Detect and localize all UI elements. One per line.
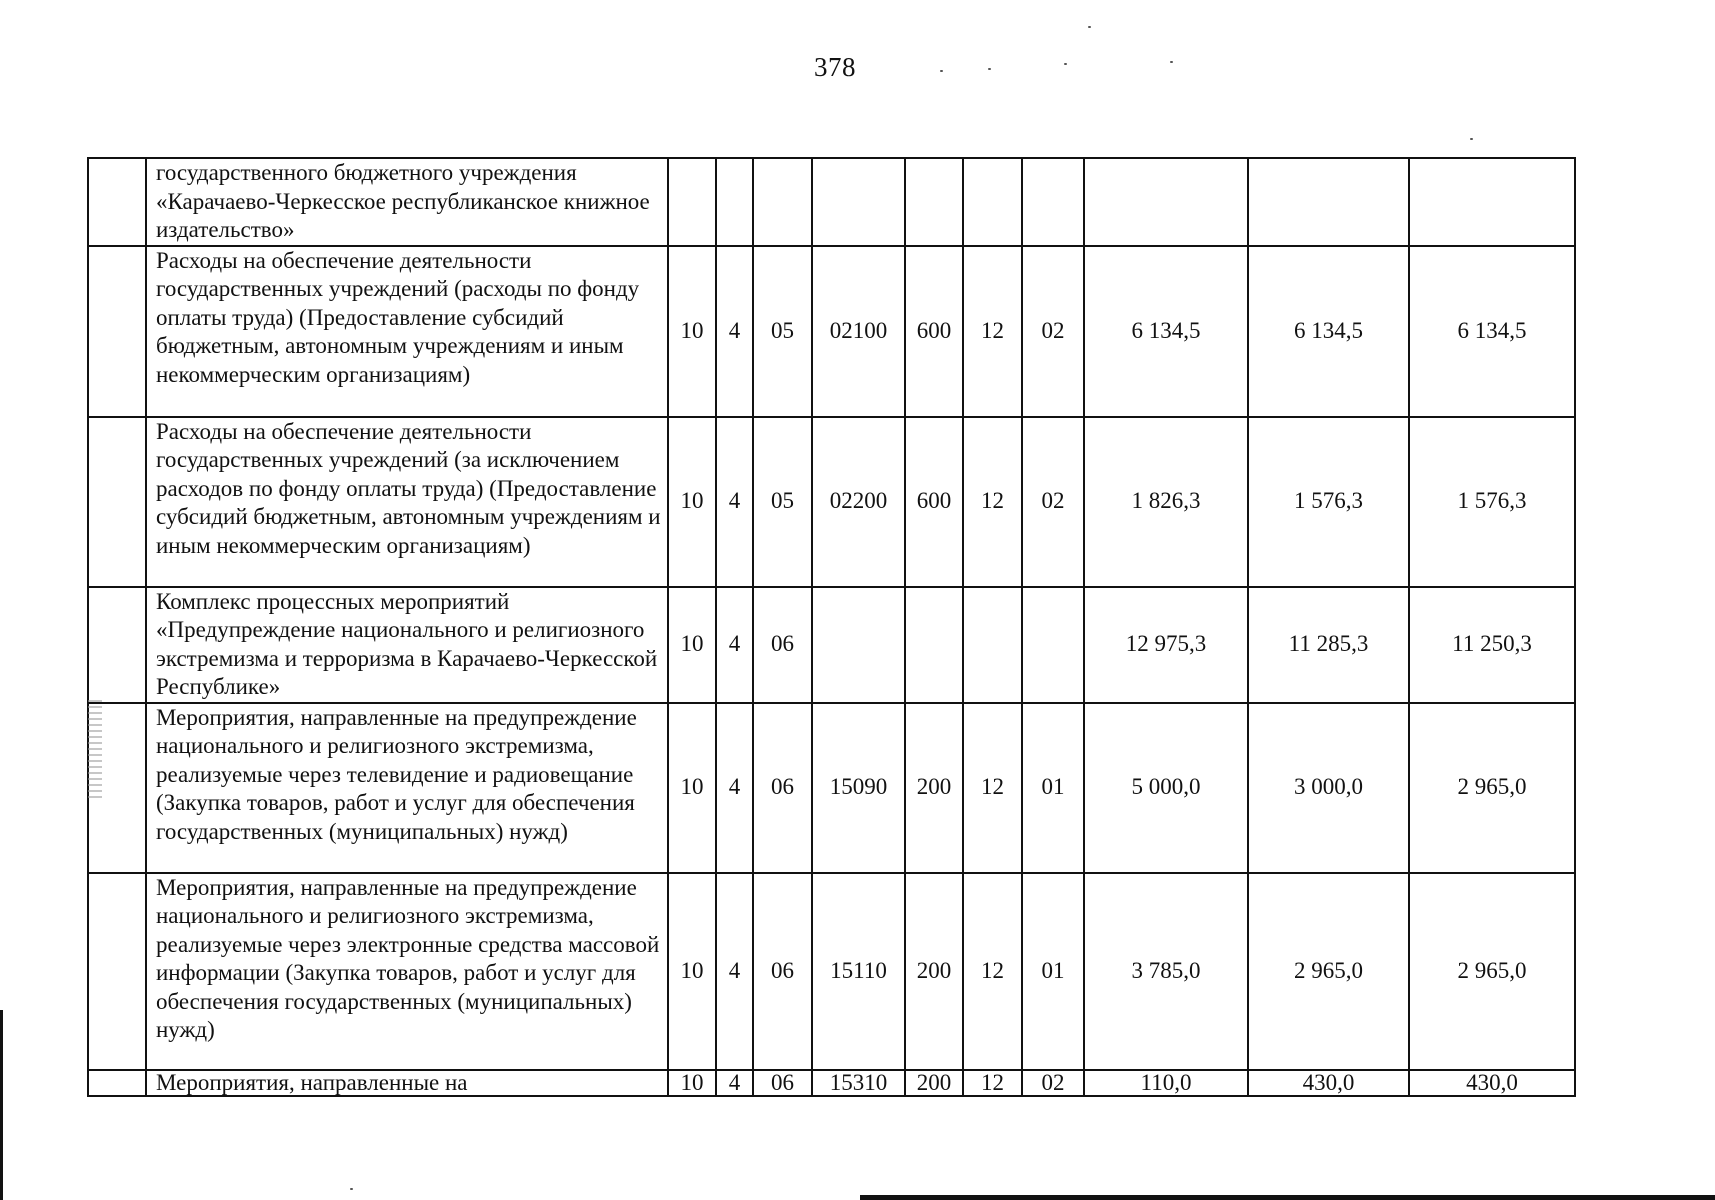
code-cell: 4 xyxy=(716,873,753,1070)
row-number-cell xyxy=(88,587,146,703)
code-cell: 02 xyxy=(1022,1070,1084,1096)
code-cell: 01 xyxy=(1022,873,1084,1070)
description-cell: Расходы на обеспечение деятельности государственных учреждений (за исключением расходов по фонду оплаты труда) (Предоставление субсидий бюджетным, автономным учреждениям и иным некоммерческим организациям) xyxy=(146,417,668,587)
scan-speck xyxy=(1064,63,1067,65)
amount-cell: 5 000,0 xyxy=(1084,703,1248,873)
code-cell: 10 xyxy=(668,873,716,1070)
description-cell: государственного бюджетного учреждения «Карачаево-Черкесское республиканское книжное издательство» xyxy=(146,158,668,246)
code-cell: 05 xyxy=(753,246,812,417)
code-cell xyxy=(753,158,812,246)
code-cell: 01 xyxy=(1022,703,1084,873)
table-row xyxy=(88,158,1575,246)
code-cell: 10 xyxy=(668,417,716,587)
code-cell: 12 xyxy=(963,246,1022,417)
amount-cell: 6 134,5 xyxy=(1084,246,1248,417)
table-row xyxy=(88,873,1575,1070)
code-cell: 12 xyxy=(963,873,1022,1070)
code-cell: 10 xyxy=(668,587,716,703)
code-cell: 600 xyxy=(905,246,963,417)
code-cell: 4 xyxy=(716,1070,753,1096)
amount-cell: 430,0 xyxy=(1409,1070,1575,1096)
row-number-cell xyxy=(88,158,146,246)
table-row xyxy=(88,1070,1575,1096)
table-row xyxy=(88,587,1575,703)
code-cell: 02200 xyxy=(812,417,905,587)
code-cell xyxy=(812,587,905,703)
table-row xyxy=(88,703,1575,873)
code-cell: 4 xyxy=(716,246,753,417)
code-cell: 4 xyxy=(716,703,753,873)
amount-cell: 11 250,3 xyxy=(1409,587,1575,703)
code-cell xyxy=(812,158,905,246)
scan-speck xyxy=(1470,138,1473,140)
scan-border xyxy=(0,1010,3,1200)
code-cell: 05 xyxy=(753,417,812,587)
code-cell xyxy=(905,158,963,246)
amount-cell: 2 965,0 xyxy=(1409,873,1575,1070)
code-cell xyxy=(963,158,1022,246)
code-cell: 02 xyxy=(1022,417,1084,587)
code-cell: 12 xyxy=(963,1070,1022,1096)
code-cell: 600 xyxy=(905,417,963,587)
code-cell: 12 xyxy=(963,417,1022,587)
code-cell: 15110 xyxy=(812,873,905,1070)
amount-cell: 110,0 xyxy=(1084,1070,1248,1096)
description-cell: Мероприятия, направленные на xyxy=(146,1070,668,1096)
scan-speck xyxy=(940,70,943,72)
amount-cell: 1 826,3 xyxy=(1084,417,1248,587)
row-number-cell xyxy=(88,873,146,1070)
code-cell: 10 xyxy=(668,246,716,417)
amount-cell: 12 975,3 xyxy=(1084,587,1248,703)
amount-cell xyxy=(1084,158,1248,246)
amount-cell: 6 134,5 xyxy=(1409,246,1575,417)
code-cell: 06 xyxy=(753,587,812,703)
amount-cell: 2 965,0 xyxy=(1409,703,1575,873)
scan-speck xyxy=(1170,61,1173,63)
amount-cell: 11 285,3 xyxy=(1248,587,1409,703)
code-cell xyxy=(905,587,963,703)
code-cell: 02100 xyxy=(812,246,905,417)
code-cell xyxy=(1022,587,1084,703)
table-row xyxy=(88,246,1575,417)
code-cell: 06 xyxy=(753,1070,812,1096)
amount-cell: 2 965,0 xyxy=(1248,873,1409,1070)
code-cell: 200 xyxy=(905,703,963,873)
code-cell xyxy=(1022,158,1084,246)
amount-cell xyxy=(1248,158,1409,246)
budget-table xyxy=(87,157,1576,1097)
amount-cell xyxy=(1409,158,1575,246)
code-cell: 06 xyxy=(753,703,812,873)
description-cell: Мероприятия, направленные на предупреждение национального и религиозного экстремизма, реализуемые через телевидение и радиовещание (Закупка товаров, работ и услуг для обеспечения государственных (муниципальных) нужд) xyxy=(146,703,668,873)
code-cell: 10 xyxy=(668,1070,716,1096)
table-row xyxy=(88,417,1575,587)
scan-margin-artifact xyxy=(88,700,102,800)
amount-cell: 6 134,5 xyxy=(1248,246,1409,417)
amount-cell: 3 000,0 xyxy=(1248,703,1409,873)
code-cell: 02 xyxy=(1022,246,1084,417)
scan-border xyxy=(860,1195,1715,1200)
code-cell: 12 xyxy=(963,703,1022,873)
code-cell: 200 xyxy=(905,1070,963,1096)
code-cell: 15310 xyxy=(812,1070,905,1096)
code-cell xyxy=(716,158,753,246)
row-number-cell xyxy=(88,246,146,417)
code-cell xyxy=(668,158,716,246)
code-cell xyxy=(963,587,1022,703)
row-number-cell xyxy=(88,1070,146,1096)
code-cell: 4 xyxy=(716,587,753,703)
code-cell: 15090 xyxy=(812,703,905,873)
code-cell: 06 xyxy=(753,873,812,1070)
amount-cell: 3 785,0 xyxy=(1084,873,1248,1070)
amount-cell: 1 576,3 xyxy=(1409,417,1575,587)
description-cell: Комплекс процессных мероприятий «Предупреждение национального и религиозного экстремизма и терроризма в Карачаево-Черкесской Республике» xyxy=(146,587,668,703)
description-cell: Расходы на обеспечение деятельности государственных учреждений (расходы по фонду оплаты труда) (Предоставление субсидий бюджетным, автономным учреждениям и иным некоммерческим организациям) xyxy=(146,246,668,417)
code-cell: 4 xyxy=(716,417,753,587)
scan-speck xyxy=(1088,26,1091,28)
code-cell: 10 xyxy=(668,703,716,873)
amount-cell: 430,0 xyxy=(1248,1070,1409,1096)
code-cell: 200 xyxy=(905,873,963,1070)
scan-speck xyxy=(988,68,991,70)
scan-speck xyxy=(350,1188,353,1190)
page-number: 378 xyxy=(814,52,856,82)
description-cell: Мероприятия, направленные на предупреждение национального и религиозного экстремизма, реализуемые через электронные средства массовой информации (Закупка товаров, работ и услуг для обеспечения государственных (муниципальных) нужд) xyxy=(146,873,668,1070)
amount-cell: 1 576,3 xyxy=(1248,417,1409,587)
row-number-cell xyxy=(88,417,146,587)
